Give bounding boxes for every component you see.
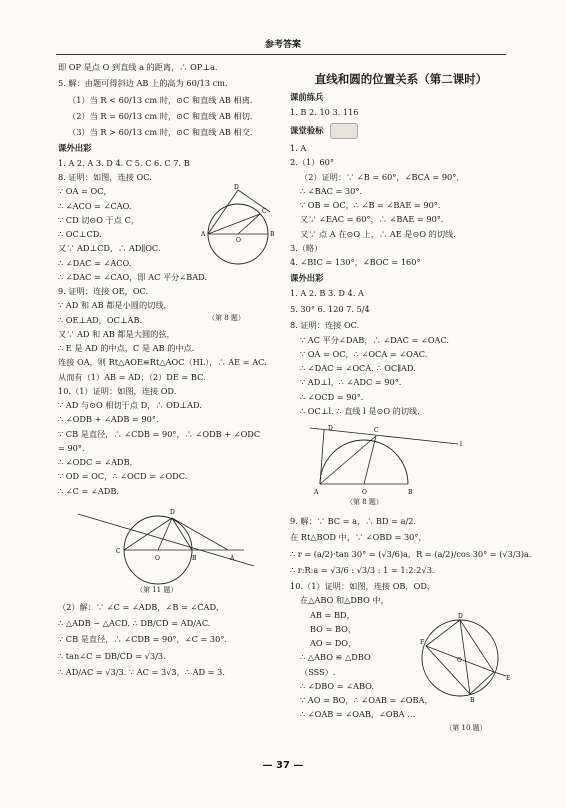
q9-line: ∴ OE⊥AD，OC⊥AB. [58, 314, 143, 325]
q10-line: ∴ △ADB ∽ △ACD. ∴ DB/CD = AD/AC. [58, 618, 211, 628]
section-heading-pre: 课前练兵 [290, 92, 324, 103]
svg-text:B: B [270, 231, 275, 239]
q9-line: ∴ E 是 AD 的中点，C 是 AB 的中点. [58, 343, 195, 353]
svg-text:B: B [192, 554, 197, 562]
svg-text:O: O [155, 554, 160, 562]
e10-line: AO = DO， [310, 638, 357, 649]
svg-text:C: C [374, 427, 379, 435]
q5-text: 5. 解：由题可得斜边 AB 上的高为 60/13 cm. [58, 78, 228, 89]
class-line: 1. A [290, 143, 307, 154]
q9-line: 9. 证明：连接 OE，OC. [58, 286, 149, 296]
q9-line: 又∵ AD 和 AB 都是大圆的弦， [58, 328, 175, 339]
section-heading-class-label: 课堂验标 [290, 125, 324, 136]
e9-line: ∴ r:R:a = √3/6 : √3/3 : 1 = 1:2:2√3. [290, 564, 435, 575]
class-line: 又∵ ∠EAC = 60°，∴ ∠BAE = 90°. [300, 214, 444, 225]
figure-11 [58, 500, 280, 596]
svg-text:F: F [420, 638, 425, 646]
figure-10-caption: （第 10 题） [445, 723, 487, 732]
q10-line: ∴ ∠ODC = ∠ADB. [58, 457, 133, 467]
svg-text:D: D [458, 612, 463, 620]
svg-text:O: O [236, 237, 241, 245]
e9-line: 在 Rt△BOD 中，∵ ∠OBD = 30°， [290, 532, 427, 543]
e10-line: ∵ AO = BO，∴ ∠OAB = ∠OBA， [300, 695, 433, 706]
pre-answers: 1. B 2. 10 3. 116 [290, 106, 359, 117]
e10-line: AB = BD， [310, 609, 355, 620]
figure-8-right-diagram [290, 420, 470, 502]
e9-line: ∴ r = (a/2)·tan 30° = (√3/6)a，R = (a/2)/cos 30° = (√3/3)a. [290, 548, 532, 559]
extra-answers: 5. 30° 6. 120 7. 5/4 [290, 304, 370, 315]
class-line: 3.（略） [290, 242, 323, 253]
svg-text:C: C [262, 208, 267, 216]
header-rule [56, 54, 506, 55]
e9-line: 9. 解：∵ BC = a，∴ BD = a/2. [290, 516, 417, 527]
figure-11-caption: （第 11 题） [136, 585, 178, 594]
q9-line: 连接 OA，则 Rt△AOE≌Rt△AOC（HL），∴ AE = AC. [58, 357, 267, 368]
q8-line: ∴ ∠ACO = ∠CAO. [58, 200, 132, 211]
q10-line: ∵ CB 是直径，∴ ∠CDB = 90°，∴ ∠ODB + ∠ODC [58, 428, 261, 439]
q8-line: ∴ ∠DAC = ∠ACO. [58, 257, 132, 268]
svg-text:l: l [460, 441, 462, 449]
page-number: — 37 — [262, 760, 304, 771]
q8-line: ∴ ∠DAC = ∠CAO，即 AC 平分∠BAD. [58, 271, 208, 282]
q10-line: ∵ OD = OC，∴ ∠OCD = ∠ODC. [58, 471, 188, 482]
q10-line: ∴ ∠C = ∠ADB. [58, 485, 119, 496]
q5c-text: （3）当 R > 60/13 cm 时，⊙C 和直线 AB 相交. [68, 127, 253, 137]
class-line: ∴ ∠BAC = 30°. [300, 185, 363, 196]
e8-line: 8. 证明：连接 OC. [290, 320, 360, 331]
e10-line: ∴ △ABO ≌ △DBO [300, 652, 371, 663]
class-line: 2.（1）60° [290, 157, 334, 168]
e10-line: BO = BO， [310, 623, 357, 634]
cartoon-icon [330, 123, 358, 139]
q10-line: ∴ ∠ODB + ∠ADB = 90°. [58, 414, 159, 425]
section-title: 直线和圆的位置关系（第二课时） [314, 72, 488, 86]
svg-text:D: D [170, 508, 175, 516]
figure-8-right [290, 420, 512, 510]
svg-text:C: C [116, 547, 121, 555]
figure-10-diagram [410, 610, 510, 710]
svg-text:A: A [314, 489, 319, 497]
section-heading-extra: 课外出彩 [58, 143, 92, 154]
e10-line: （SSS）. [300, 666, 336, 677]
svg-text:O: O [457, 656, 462, 664]
q10-line: = 90°. [58, 442, 85, 453]
q8-line: ∴ OC⊥CD. [58, 229, 102, 239]
figure-8-caption: （第 8 题） [208, 314, 245, 322]
e8-line: ∵ AD⊥l，∴ ∠ADC = 90°. [300, 377, 402, 388]
class-line: ∵ OB = OC，∴ ∠B = ∠BAE = 90°. [300, 200, 441, 211]
e10-line: ∴ ∠OAB = ∠OAB，∠OBA … [300, 709, 416, 720]
class-line: 又∵ 点 A 在⊙O 上，∴ AE 是⊙O 的切线. [300, 228, 456, 239]
extra-answers: 1. A 2. B 3. D 4. A [290, 287, 364, 298]
q8-line: 8. 证明：如图，连接 OC. [58, 172, 152, 182]
q10-line: 10.（1）证明：如图，连接 OD. [58, 385, 177, 396]
section-heading-class [290, 123, 512, 139]
e10-line: 在△ABO 和△DBO 中， [300, 595, 389, 606]
page-header: 参考答案 [264, 40, 301, 50]
e8-line: ∵ AC 平分∠DAB，∴ ∠DAC = ∠OAC. [300, 334, 450, 345]
q8-line: ∵ CD 切⊙O 于点 C， [58, 214, 140, 225]
q8-line: 又∵ AD⊥CD，∴ AD∥OC. [58, 243, 161, 254]
e8-line: ∴ ∠OCD = 90°. [300, 391, 364, 402]
class-line: （2）证明：∵ ∠B = 60°，∠BCA = 90°， [300, 171, 465, 182]
q10-line: ∵ AD 与⊙O 相切于点 D，∴ OD⊥AD. [58, 400, 202, 410]
q10-line: ∴ tan∠C = DB/CD = √3/3. [58, 650, 166, 661]
e8-line: ∴ OC⊥l. ∴ 直线 l 是⊙O 的切线. [300, 405, 420, 416]
q10-line: （2）解：∵ ∠C = ∠ADB，∠B = ∠CAD， [58, 601, 225, 612]
svg-text:O: O [362, 489, 367, 497]
e10-line: 10.（1）证明：如图，连接 OB，OD， [290, 581, 436, 592]
text-line: 即 OP 是点 O 到直线 a 的距离，∴ OP⊥a. [58, 62, 218, 72]
figure-8-right-caption: （第 8 题） [346, 498, 383, 507]
svg-text:E: E [506, 674, 510, 682]
q8-line: ∵ OA = OC， [58, 186, 112, 197]
svg-text:B: B [408, 489, 413, 497]
answers-1-7: 1. A 2. A 3. D 4. C 5. C 6. C 7. B [58, 157, 190, 168]
svg-text:B: B [470, 696, 475, 704]
svg-text:D: D [328, 425, 333, 433]
section-heading-extra-right: 课外出彩 [290, 273, 324, 284]
q5a-text: （1）当 R < 60/13 cm 时，⊙C 和直线 AB 相离. [68, 94, 253, 105]
q9-line: ∵ AD 和 AB 都是小圆的切线， [58, 300, 172, 311]
figure-11-diagram [58, 500, 268, 596]
q10-line: ∴ AD/AC = √3/3. ∵ AC = 3√3，∴ AD = 3. [58, 666, 225, 677]
q5b-text: （2）当 R = 60/13 cm 时，⊙C 和直线 AB 相切. [68, 110, 253, 121]
svg-text:A: A [230, 554, 235, 562]
e10-line: ∴ ∠DBO = ∠ABO. [300, 680, 374, 691]
right-column [290, 62, 532, 732]
q9-line: 从而有（1）AB = AD；（2）DE = BC. [58, 371, 206, 382]
svg-text:A: A [201, 231, 206, 239]
e8-line: ∴ ∠DAC = ∠OCA. ∴ OC∥AD. [300, 363, 416, 374]
q10-line: ∵ CB 是直径，∴ ∠CDB = 90°，∠C = 30°. [58, 634, 228, 645]
left-column [58, 62, 280, 681]
class-line: 4. ∠BIC = 130°，∠BOC = 160° [290, 257, 421, 268]
e8-line: ∵ OA = OC，∴ ∠OCA = ∠OAC. [300, 348, 428, 359]
figure-8-diagram [198, 184, 278, 276]
svg-text:D: D [234, 184, 239, 192]
